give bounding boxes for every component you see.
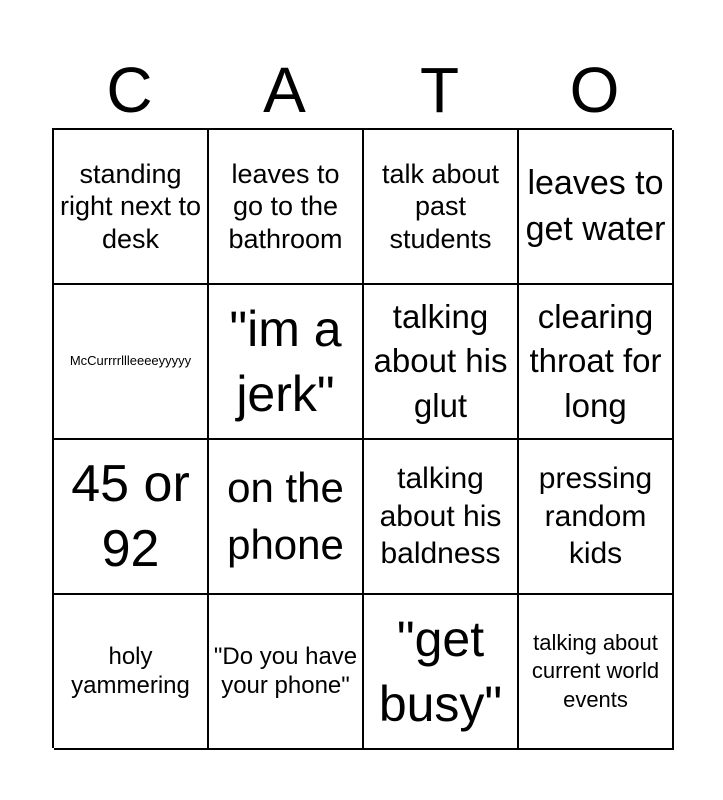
cell-text: pressing random kids (538, 462, 653, 571)
bingo-cell[interactable] (54, 285, 209, 440)
bingo-cell[interactable] (364, 130, 519, 285)
bingo-cell[interactable] (519, 440, 674, 595)
header-letter-c: C (106, 54, 153, 126)
bingo-cell[interactable] (364, 595, 519, 750)
bingo-cell[interactable] (209, 285, 364, 440)
cell-text: "im a jerk" (229, 300, 342, 422)
cell-text: leaves to get water (525, 163, 666, 248)
header-letter-a: A (263, 54, 306, 126)
bingo-cell[interactable] (519, 595, 674, 750)
bingo-cell[interactable] (54, 440, 209, 595)
cell-text: talk about past students (381, 158, 500, 254)
cell-text: talking about his baldness (379, 462, 502, 571)
cell-text: McCurrrrllleeeeyyyyy (69, 353, 192, 369)
header-letter-t: T (419, 54, 460, 126)
bingo-cell[interactable] (209, 595, 364, 750)
cell-text: talking about current world events (531, 629, 660, 712)
bingo-cell[interactable] (364, 440, 519, 595)
bingo-cell[interactable] (364, 285, 519, 440)
cell-text: on the phone (227, 463, 344, 568)
cell-text: holy yammering (71, 642, 190, 699)
cell-text: "get busy" (378, 610, 503, 732)
bingo-cell[interactable] (54, 130, 209, 285)
cell-text: leaves to go to the bathroom (228, 158, 343, 254)
cell-text: standing right next to desk (59, 158, 202, 254)
bingo-header (52, 52, 672, 128)
cell-text: 45 or 92 (71, 454, 190, 578)
bingo-cell[interactable] (519, 130, 674, 285)
bingo-cell[interactable] (54, 595, 209, 750)
cell-text: "Do you have your phone" (213, 642, 358, 699)
cell-text: clearing throat for long (529, 297, 662, 424)
bingo-cell[interactable] (519, 285, 674, 440)
header-letter-o: O (569, 54, 620, 126)
bingo-cell[interactable] (209, 440, 364, 595)
bingo-cell[interactable] (209, 130, 364, 285)
cell-text: talking about his glut (373, 297, 508, 424)
bingo-grid (52, 128, 672, 748)
